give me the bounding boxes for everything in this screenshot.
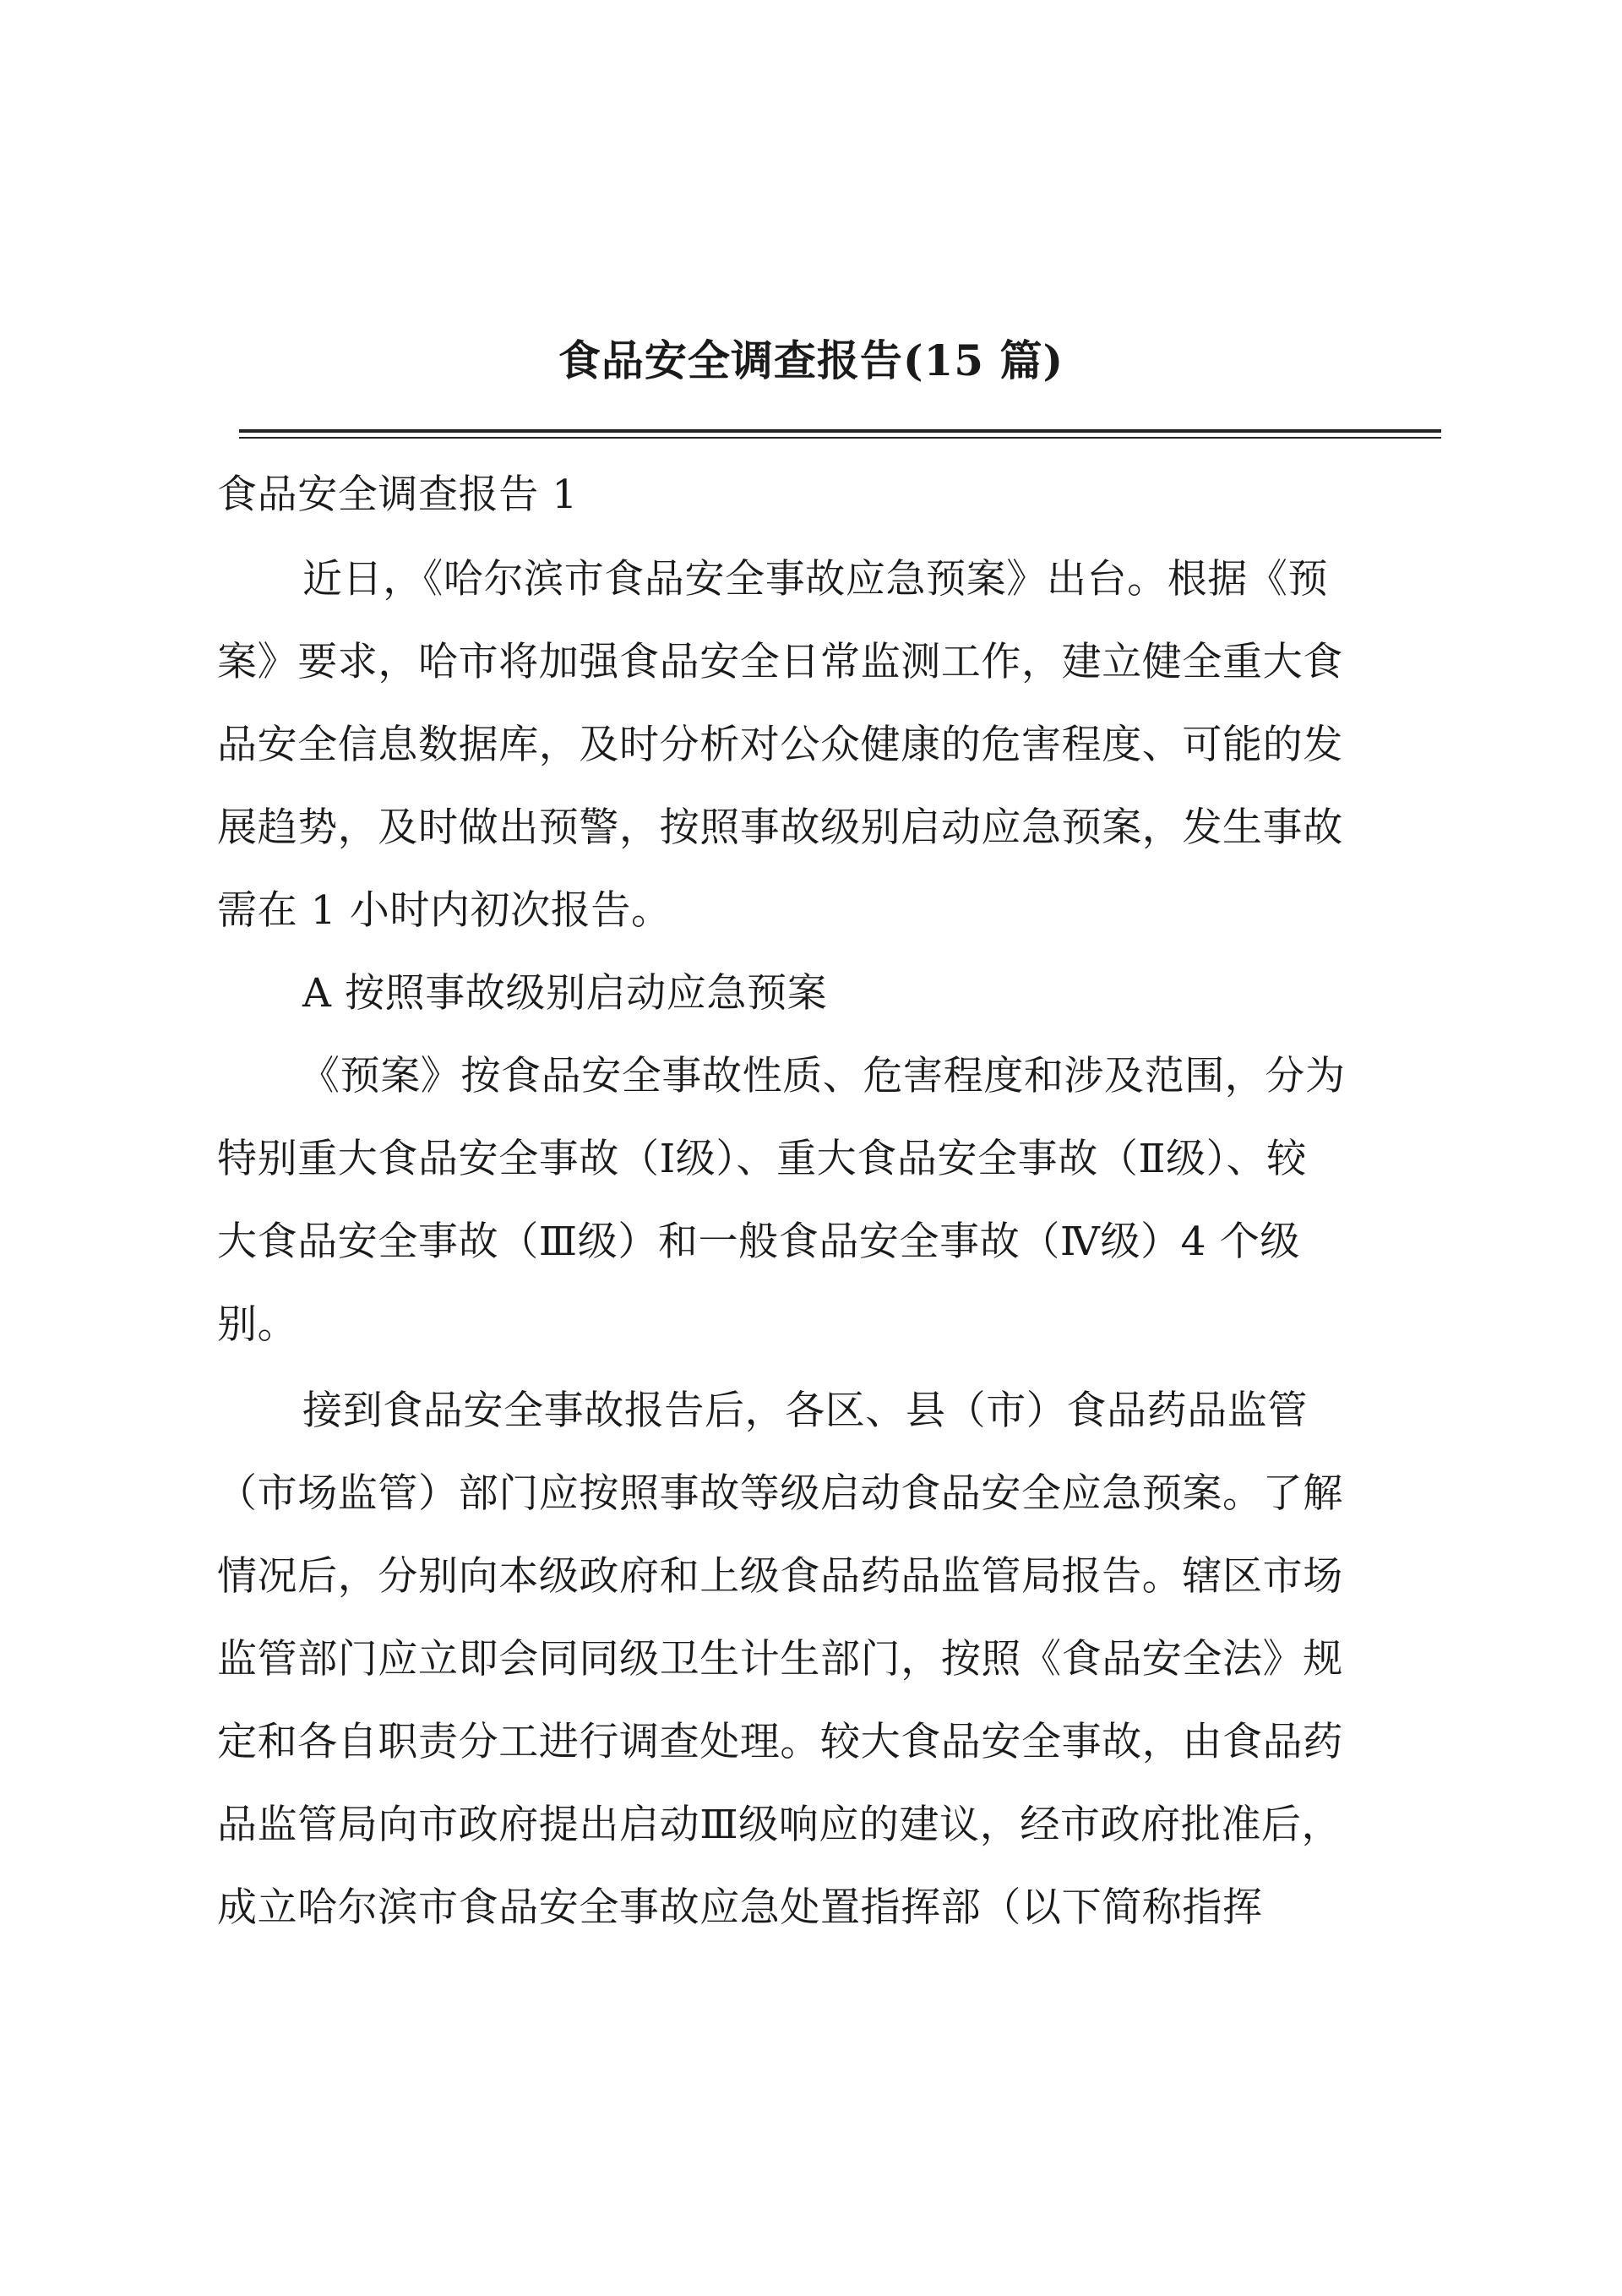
title-rule-thin xyxy=(239,437,1441,439)
paragraph-line: 监管部门应立即会同同级卫生计生部门，按照《食品安全法》规 xyxy=(217,1636,1343,1682)
paragraph-line: 近日，《哈尔滨市食品安全事故应急预案》出台。根据《预 xyxy=(302,556,1329,603)
paragraph-line: 定和各自职责分工进行调查处理。较大食品安全事故，由食品药 xyxy=(217,1719,1343,1765)
paragraph-line: 特别重大食品安全事故（Ⅰ级）、重大食品安全事故（Ⅱ级）、较 xyxy=(217,1136,1307,1182)
paragraph-line: 案》要求，哈市将加强食品安全日常监测工作，建立健全重大食 xyxy=(217,639,1343,685)
paragraph-line: 需在 1 小时内初次报告。 xyxy=(217,887,672,934)
paragraph-line: 别。 xyxy=(217,1301,298,1348)
paragraph-line: 品安全信息数据库，及时分析对公众健康的危害程度、可能的发 xyxy=(217,722,1343,768)
paragraph-line: 大食品安全事故（Ⅲ级）和一般食品安全事故（Ⅳ级）4 个级 xyxy=(217,1219,1300,1265)
subheading-line: A 按照事故级别启动应急预案 xyxy=(302,970,828,1017)
paragraph-line: 品监管局向市政府提出启动Ⅲ级响应的建议，经市政府批准后， xyxy=(217,1802,1342,1848)
title-rule-thick xyxy=(239,429,1441,433)
paragraph-line: 成立哈尔滨市食品安全事故应急处置指挥部（以下简称指挥 xyxy=(217,1884,1263,1931)
section-heading: 食品安全调查报告 1 xyxy=(217,472,578,518)
paragraph-line: （市场监管）部门应按照事故等级启动食品安全应急预案。了解 xyxy=(217,1470,1343,1517)
paragraph-line: 接到食品安全事故报告后，各区、县（市）食品药品监管 xyxy=(302,1388,1308,1434)
document-title: 食品安全调查报告(15 篇) xyxy=(558,335,1064,385)
paragraph-line: 《预案》按食品安全事故性质、危害程度和涉及范围，分为 xyxy=(300,1053,1346,1099)
paragraph-line: 展趋势，及时做出预警，按照事故级别启动应急预案，发生事故 xyxy=(217,804,1343,851)
paragraph-line: 情况后，分别向本级政府和上级食品药品监管局报告。辖区市场 xyxy=(217,1553,1343,1600)
